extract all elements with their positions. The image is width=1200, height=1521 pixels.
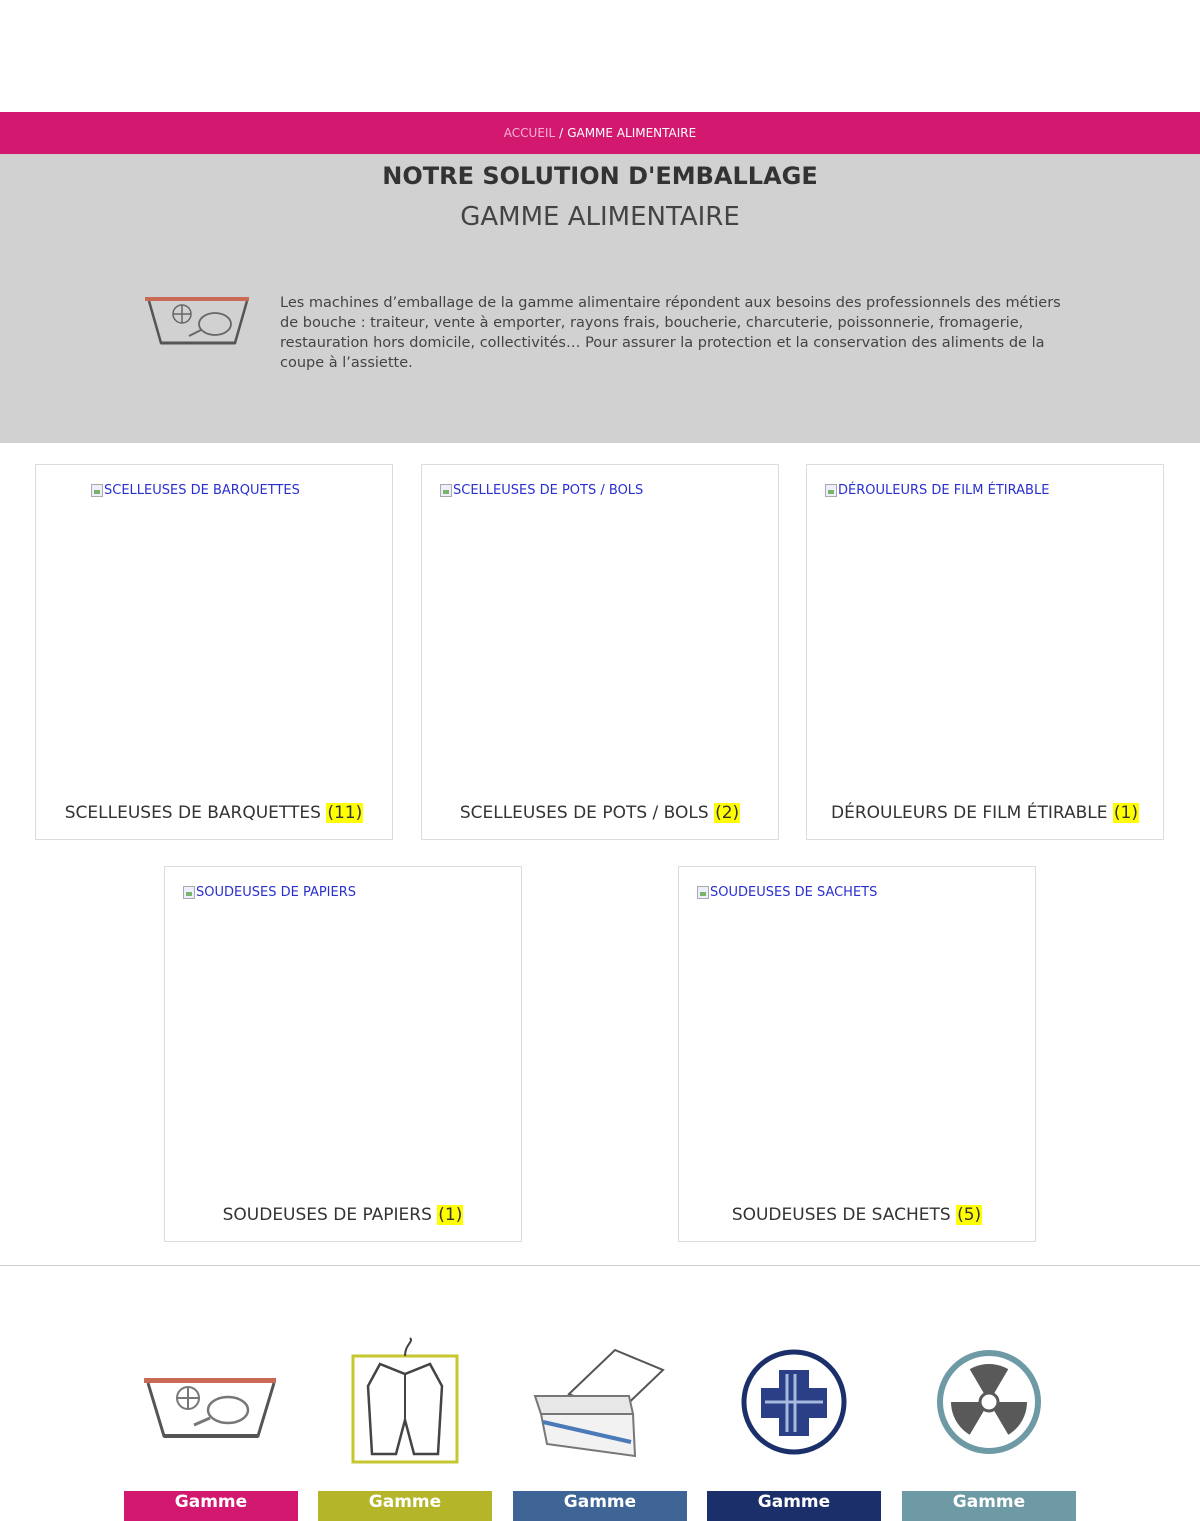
category-description: Les machines d’emballage de la gamme alimentaire répondent aux besoins des professionnels des métiers de bouche : traiteur, vente à emporter, rayons frais, boucherie, charcuterie, poissonnerie, fromagerie, restauration hors domicile, collectivités… Pour assurer la protection et la conservation des aliments de la coupe à l’assiette. (280, 294, 1061, 371)
food-tray-icon (143, 294, 253, 350)
category-name: DÉROULEURS DE FILM ÉTIRABLE (831, 803, 1108, 823)
broken-image[interactable] (440, 483, 643, 498)
category-card-papiers[interactable] (164, 866, 522, 1242)
range-link-papier[interactable] (513, 1330, 687, 1512)
broken-image-icon (697, 886, 709, 899)
category-card-barquettes[interactable] (35, 464, 393, 840)
breadcrumb-separator: / (559, 126, 564, 140)
category-label[interactable] (36, 803, 392, 823)
product-count-badge: (11) (327, 803, 363, 823)
image-alt-text: SCELLEUSES DE POTS / BOLS (453, 483, 644, 498)
garment-icon (318, 1330, 492, 1480)
product-count-badge: (1) (1113, 803, 1138, 823)
broken-image-icon (440, 484, 452, 497)
breadcrumb (0, 112, 1200, 154)
range-tab: Gamme (513, 1491, 687, 1521)
category-name: SCELLEUSES DE POTS / BOLS (459, 803, 709, 823)
image-alt-text: SCELLEUSES DE BARQUETTES (104, 483, 300, 498)
category-card-sachets[interactable] (678, 866, 1036, 1242)
range-link-medical[interactable] (707, 1330, 881, 1512)
category-label[interactable] (679, 1205, 1035, 1225)
broken-image[interactable] (91, 483, 300, 498)
top-header (0, 0, 1200, 112)
food-tray-icon (124, 1330, 298, 1480)
section-divider (0, 1265, 1200, 1266)
category-hero (0, 154, 1200, 443)
broken-image[interactable] (183, 885, 356, 900)
broken-image-icon (825, 484, 837, 497)
range-link-nucleaire[interactable] (902, 1330, 1076, 1512)
category-card-film-etirable[interactable] (806, 464, 1164, 840)
medical-cross-icon (707, 1330, 881, 1480)
breadcrumb-home-link[interactable]: ACCUEIL (503, 126, 556, 140)
page-title: NOTRE SOLUTION D'EMBALLAGE (382, 162, 818, 190)
category-label[interactable] (807, 803, 1163, 823)
broken-image[interactable] (697, 885, 877, 900)
radiation-icon (902, 1330, 1076, 1480)
product-count-badge: (5) (957, 1205, 982, 1225)
paper-sealer-icon (513, 1330, 687, 1480)
product-count-badge: (2) (715, 803, 740, 823)
category-label[interactable] (422, 803, 778, 823)
image-alt-text: SOUDEUSES DE SACHETS (710, 885, 878, 900)
broken-image[interactable] (825, 483, 1049, 498)
range-link-textile[interactable] (318, 1330, 492, 1512)
category-name: SOUDEUSES DE PAPIERS (222, 1205, 432, 1225)
range-tab: Gamme (902, 1491, 1076, 1521)
broken-image-icon (183, 886, 195, 899)
category-name: SOUDEUSES DE SACHETS (731, 1205, 951, 1225)
product-count-badge: (1) (438, 1205, 463, 1225)
breadcrumb-current: GAMME ALIMENTAIRE (567, 126, 697, 140)
image-alt-text: DÉROULEURS DE FILM ÉTIRABLE (838, 483, 1050, 498)
broken-image-icon (91, 484, 103, 497)
image-alt-text: SOUDEUSES DE PAPIERS (196, 885, 357, 900)
category-name: SCELLEUSES DE BARQUETTES (64, 803, 321, 823)
range-tab: Gamme (318, 1491, 492, 1521)
page-subtitle: GAMME ALIMENTAIRE (460, 202, 740, 232)
category-label[interactable] (165, 1205, 521, 1225)
category-card-pots-bols[interactable] (421, 464, 779, 840)
range-tab: Gamme (124, 1491, 298, 1521)
range-tab: Gamme (707, 1491, 881, 1521)
range-link-alimentaire[interactable] (124, 1330, 298, 1512)
